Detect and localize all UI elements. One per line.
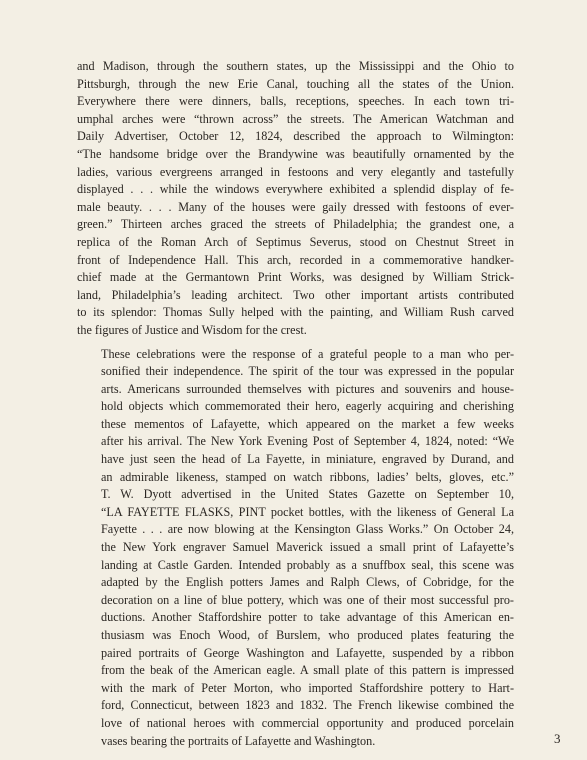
text-line: chief made at the Germantown Print Works, was designed by William Strick- xyxy=(77,270,514,285)
text-line: arts. Americans surrounded themselves with pictures and souvenirs and house- xyxy=(101,381,514,396)
text-line: land, Philadelphia’s leading architect. Two other important artists contributed xyxy=(77,287,514,302)
text-line: ladies, various evergreens arranged in festoons and very elegantly and tastefully xyxy=(77,164,514,179)
text-line: Fayette . . . are now blowing at the Kensington Glass Works.” On October 24, xyxy=(101,522,514,537)
text-line: with the mark of Peter Morton, who imported Staffordshire pottery to Hart- xyxy=(101,680,514,695)
text-line: These celebrations were the response of a grateful people to a man who per- xyxy=(101,346,514,361)
text-line: the figures of Justice and Wisdom for the crest. xyxy=(77,322,307,337)
page-number: 3 xyxy=(554,731,561,746)
text-line: an admirable likeness, stamped on watch ribbons, ladies’ belts, gloves, etc.” xyxy=(101,469,514,484)
text-line: these mementos of Lafayette, which appeared on the market a few weeks xyxy=(101,416,514,431)
text-line: to its splendor: Thomas Sully helped with the painting, and William Rush carved xyxy=(77,305,514,320)
body-text xyxy=(77,58,514,750)
text-line: sonified their independence. The spirit of the tour was expressed in the popular xyxy=(101,364,514,379)
text-line: replica of the Roman Arch of Septimus Severus, stood on Chestnut Street in xyxy=(77,234,514,249)
text-line: T. W. Dyott advertised in the United States Gazette on September 10, xyxy=(101,487,514,502)
text-line: landing at Castle Garden. Intended probably as a snuffbox seal, this scene was xyxy=(101,557,514,572)
text-line: hold objects which commemorated their hero, eagerly acquiring and cherishing xyxy=(101,399,514,414)
text-line: front of Independence Hall. This arch, recorded in a commemorative handker- xyxy=(77,252,514,267)
text-line: and Madison, through the southern states, up the Mississippi and the Ohio to xyxy=(77,59,514,73)
text-line: umphal arches were “thrown across” the streets. The American Watchman and xyxy=(77,111,514,126)
text-line: male beauty. . . . Many of the houses were gaily dressed with festoons of ever- xyxy=(77,199,514,214)
text-line: adapted by the English potters James and Ralph Clews, of Cobridge, for the xyxy=(101,575,514,590)
text-line: Everywhere there were dinners, balls, receptions, speeches. In each town tri- xyxy=(77,94,514,109)
text-line: thusiasm was Enoch Wood, of Burslem, who produced plates featuring the xyxy=(101,628,514,642)
text-line: decoration on a line of blue pottery, which was one of their most successful pro- xyxy=(101,592,514,607)
text-line: “The handsome bridge over the Brandywine was beautifully ornamented by the xyxy=(77,146,514,161)
text-line: Pittsburgh, through the new Erie Canal, touching all the states of the Union. xyxy=(77,76,514,91)
text-line: from the beak of the American eagle. A small plate of this pattern is impressed xyxy=(101,663,514,678)
text-line: paired portraits of George Washington and Lafayette, suspended by a ribbon xyxy=(101,645,514,660)
text-line: green.” Thirteen arches graced the streets of Philadelphia; the grandest one, a xyxy=(77,217,514,232)
text-line: ford, Connecticut, between 1823 and 1832. The French likewise combined the xyxy=(101,698,514,713)
text-line: ductions. Another Staffordshire potter to take advantage of this American en- xyxy=(101,610,514,625)
text-line: “LA FAYETTE FLASKS, PINT pocket bottles, with the likeness of General La xyxy=(101,504,514,519)
text-line: displayed . . . while the windows everywhere exhibited a splendid display of fe- xyxy=(77,182,514,197)
text-line: vases bearing the portraits of Lafayette and Washington. xyxy=(101,733,376,748)
text-line: after his arrival. The New York Evening Post of September 4, 1824, noted: “We xyxy=(101,434,514,449)
paragraph-1 xyxy=(77,58,514,340)
text-line: love of national heroes with commercial opportunity and produced porcelain xyxy=(101,715,514,730)
text-line: have just seen the head of La Fayette, in miniature, engraved by Durand, and xyxy=(101,452,514,467)
text-line: Daily Advertiser, October 12, 1824, described the approach to Wilmington: xyxy=(77,129,514,144)
paragraph-2 xyxy=(77,346,514,751)
text-line: the New York engraver Samuel Maverick issued a small print of Lafayette’s xyxy=(101,540,514,555)
